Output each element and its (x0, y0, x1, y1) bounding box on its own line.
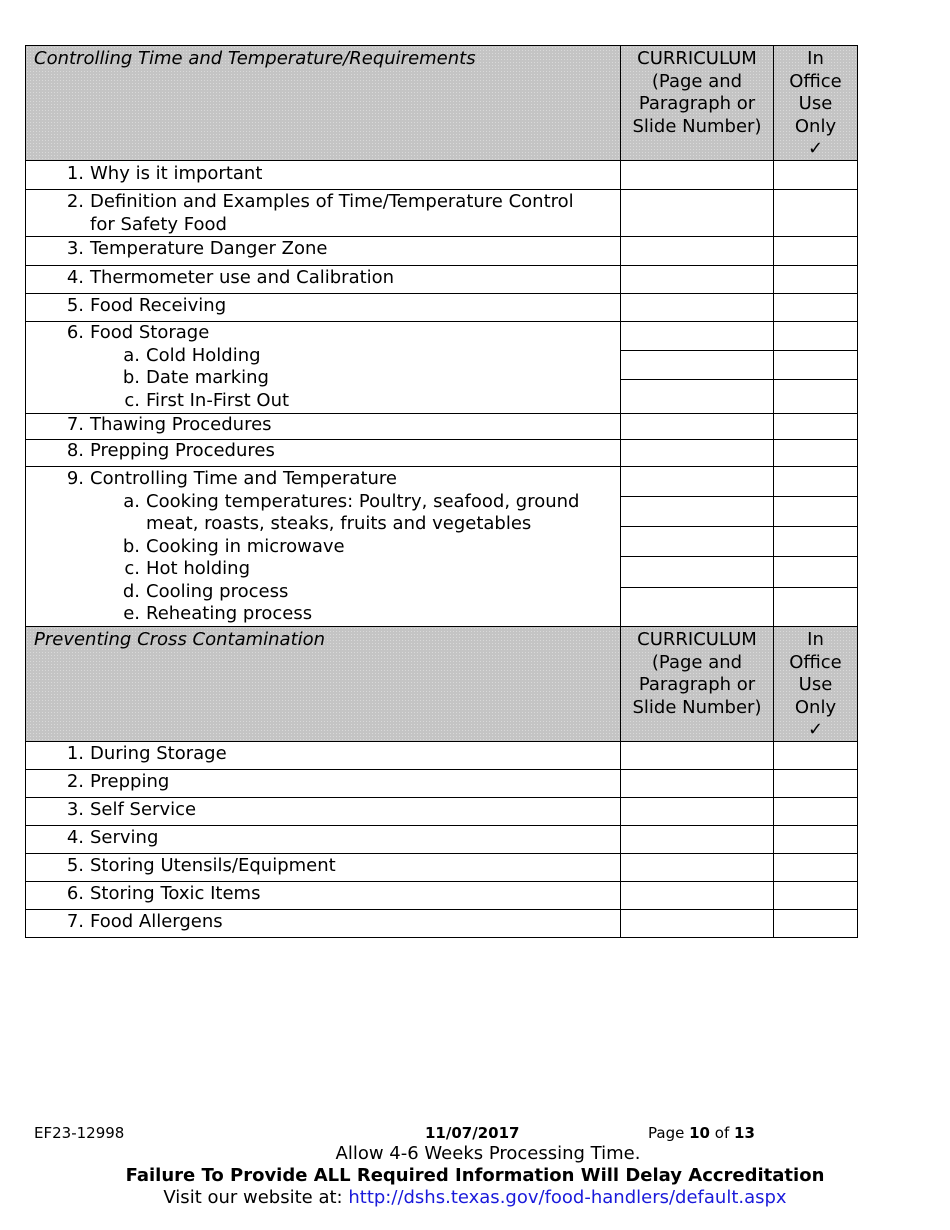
curriculum-header (621, 627, 774, 741)
office-use-cell (774, 497, 857, 527)
curriculum-cell[interactable] (621, 557, 773, 588)
item-number: 2. (66, 191, 84, 212)
curriculum-cell[interactable] (621, 882, 774, 909)
table-row (25, 414, 858, 440)
page-indicator (648, 1124, 755, 1142)
sub-letter: d. (122, 580, 140, 602)
curriculum-cell[interactable] (621, 440, 774, 466)
item-cell (26, 294, 621, 321)
item-cell (26, 322, 621, 413)
curriculum-cell[interactable] (621, 414, 774, 439)
item-text: Definition and Examples of Time/Temperature Control (90, 191, 574, 212)
sub-text: Cooking in microwave (146, 535, 345, 557)
item-cell (26, 798, 621, 825)
item-number: 2. (66, 771, 84, 792)
office-use-cell (774, 440, 857, 466)
sub-text: Cooking temperatures: Poultry, seafood, ground (146, 490, 580, 512)
section-header (25, 45, 858, 161)
page-of: of (714, 1124, 730, 1142)
office-use-cell (774, 742, 857, 769)
item-number: 7. (66, 911, 84, 932)
item-text-continued: for Safety Food (90, 213, 227, 235)
curriculum-cell[interactable] (621, 798, 774, 825)
office-use-cell (774, 826, 857, 853)
curriculum-cell-group (621, 467, 774, 626)
item-text: Prepping (90, 771, 170, 792)
item-cell (26, 882, 621, 909)
curriculum-cell[interactable] (621, 497, 773, 527)
table-row (25, 161, 858, 190)
curriculum-cell[interactable] (621, 826, 774, 853)
item-number: 5. (66, 295, 84, 316)
sub-text: Cooling process (146, 580, 289, 602)
item-text: Thermometer use and Calibration (90, 267, 395, 288)
header-line: Paragraph or (638, 93, 756, 114)
header-line: CURRICULUM (637, 629, 757, 650)
item-text: Serving (90, 827, 159, 848)
table-row (25, 266, 858, 294)
curriculum-cell[interactable] (621, 527, 773, 557)
sub-letter: b. (122, 535, 140, 557)
sub-letter: c. (124, 389, 140, 411)
item-cell (26, 826, 621, 853)
item-text: Prepping Procedures (90, 440, 275, 461)
check-mark-icon: ✓ (807, 138, 824, 159)
sub-letter: b. (122, 367, 140, 388)
sub-text: Date marking (146, 367, 269, 388)
office-use-cell (774, 588, 857, 626)
item-cell (26, 440, 621, 466)
office-use-cell-group (774, 322, 857, 413)
item-cell (26, 910, 621, 937)
item-cell (26, 266, 621, 293)
item-number: 4. (66, 267, 84, 288)
curriculum-cell[interactable] (621, 266, 774, 293)
table-row (25, 322, 858, 414)
sub-text-continued: meat, roasts, steaks, fruits and vegetables (146, 513, 532, 534)
section-time-temperature (25, 45, 858, 627)
curriculum-cell[interactable] (621, 322, 773, 351)
header-line: Only (794, 696, 837, 718)
office-use-cell (774, 294, 857, 321)
section-header (25, 626, 858, 742)
table-row (25, 798, 858, 826)
sub-letter: a. (123, 490, 140, 512)
website-line (0, 1187, 950, 1208)
item-text: Storing Utensils/Equipment (90, 855, 336, 876)
header-line: Office (789, 70, 842, 92)
header-line: Office (789, 651, 842, 673)
item-cell (26, 854, 621, 881)
item-cell (26, 237, 621, 265)
item-number: 5. (66, 855, 84, 876)
item-text: Food Allergens (90, 911, 223, 932)
office-use-cell (774, 380, 857, 412)
table-row (25, 237, 858, 266)
item-text: Food Storage (90, 322, 210, 343)
item-text: Storing Toxic Items (90, 883, 261, 904)
office-use-cell (774, 910, 857, 937)
header-line: CURRICULUM (637, 48, 757, 69)
curriculum-cell[interactable] (621, 294, 774, 321)
warning-text: Failure To Provide ALL Required Information Will Delay Accreditation (125, 1165, 825, 1186)
page-prefix: Page (648, 1124, 685, 1142)
office-use-cell (774, 190, 857, 236)
sub-letter: c. (124, 558, 140, 579)
processing-time: Allow 4-6 Weeks Processing Time. (335, 1143, 641, 1164)
item-number: 4. (66, 827, 84, 848)
office-use-cell (774, 557, 857, 588)
header-line: (Page and (651, 651, 743, 673)
curriculum-cell[interactable] (621, 467, 773, 497)
table-row (25, 854, 858, 882)
header-line: In (807, 629, 824, 650)
curriculum-cell[interactable] (621, 910, 774, 937)
item-number: 6. (66, 322, 84, 343)
sub-text: Cold Holding (146, 344, 261, 366)
website-link[interactable]: http://dshs.texas.gov/food-handlers/default.aspx (348, 1187, 787, 1208)
header-line: Slide Number) (632, 696, 762, 718)
item-cell (26, 161, 621, 189)
office-use-cell (774, 322, 857, 351)
curriculum-cell[interactable] (621, 380, 773, 412)
header-line: Paragraph or (638, 674, 756, 695)
table-row (25, 910, 858, 938)
office-use-cell (774, 237, 857, 265)
curriculum-cell-group (621, 322, 774, 413)
item-number: 7. (66, 414, 84, 435)
header-line: Use (798, 674, 833, 695)
table-row (25, 826, 858, 854)
website-label: Visit our website at: (163, 1187, 343, 1208)
office-use-cell (774, 770, 857, 797)
item-text: Self Service (90, 799, 197, 820)
curriculum-cell[interactable] (621, 237, 774, 265)
office-use-cell-group (774, 467, 857, 626)
check-mark-icon: ✓ (807, 719, 824, 740)
item-text: Why is it important (90, 163, 263, 184)
office-use-cell (774, 161, 857, 189)
table-row (25, 742, 858, 770)
office-use-header (774, 46, 857, 160)
item-text: Food Receiving (90, 295, 227, 316)
table-row (25, 770, 858, 798)
table-row (25, 190, 858, 237)
item-text: Thawing Procedures (90, 414, 272, 435)
office-use-cell (774, 351, 857, 380)
item-text: Temperature Danger Zone (90, 238, 328, 259)
section-cross-contamination (25, 626, 858, 938)
item-number: 8. (66, 440, 84, 461)
table-row (25, 440, 858, 467)
page-total: 13 (734, 1124, 755, 1142)
curriculum-cell[interactable] (621, 742, 774, 769)
curriculum-header (621, 46, 774, 160)
header-line: Slide Number) (632, 115, 762, 137)
table-row (25, 467, 858, 627)
item-number: 3. (66, 238, 84, 259)
header-line: In (807, 48, 824, 69)
item-cell (26, 190, 621, 236)
office-use-header (774, 627, 857, 741)
table-row (25, 294, 858, 322)
item-cell (26, 414, 621, 439)
item-text: During Storage (90, 743, 227, 764)
item-cell (26, 742, 621, 769)
item-cell (26, 467, 621, 626)
form-id: EF23-12998 (34, 1124, 125, 1142)
sub-text: Hot holding (146, 558, 251, 579)
header-line: Only (794, 115, 837, 137)
section-title: Controlling Time and Temperature/Requirements (26, 46, 621, 160)
header-line: Use (798, 93, 833, 114)
office-use-cell (774, 854, 857, 881)
office-use-cell (774, 266, 857, 293)
item-cell (26, 770, 621, 797)
curriculum-cell[interactable] (621, 190, 774, 236)
sub-text: First In-First Out (146, 389, 290, 411)
header-line: (Page and (651, 70, 743, 92)
office-use-cell (774, 467, 857, 497)
curriculum-cell[interactable] (621, 351, 773, 380)
item-number: 1. (66, 163, 84, 184)
curriculum-cell[interactable] (621, 854, 774, 881)
section-title: Preventing Cross Contamination (26, 627, 621, 741)
sub-text: Reheating process (146, 603, 313, 624)
form-date: 11/07/2017 (425, 1124, 520, 1142)
curriculum-cell[interactable] (621, 161, 774, 189)
office-use-cell (774, 882, 857, 909)
sub-letter: e. (123, 603, 140, 624)
item-number: 3. (66, 799, 84, 820)
office-use-cell (774, 414, 857, 439)
sub-letter: a. (123, 344, 140, 366)
curriculum-cell[interactable] (621, 588, 773, 626)
item-number: 9. (66, 468, 84, 489)
item-number: 6. (66, 883, 84, 904)
page-number: 10 (689, 1124, 710, 1142)
table-row (25, 882, 858, 910)
item-text: Controlling Time and Temperature (90, 468, 398, 489)
item-number: 1. (66, 743, 84, 764)
curriculum-cell[interactable] (621, 770, 774, 797)
office-use-cell (774, 798, 857, 825)
office-use-cell (774, 527, 857, 557)
